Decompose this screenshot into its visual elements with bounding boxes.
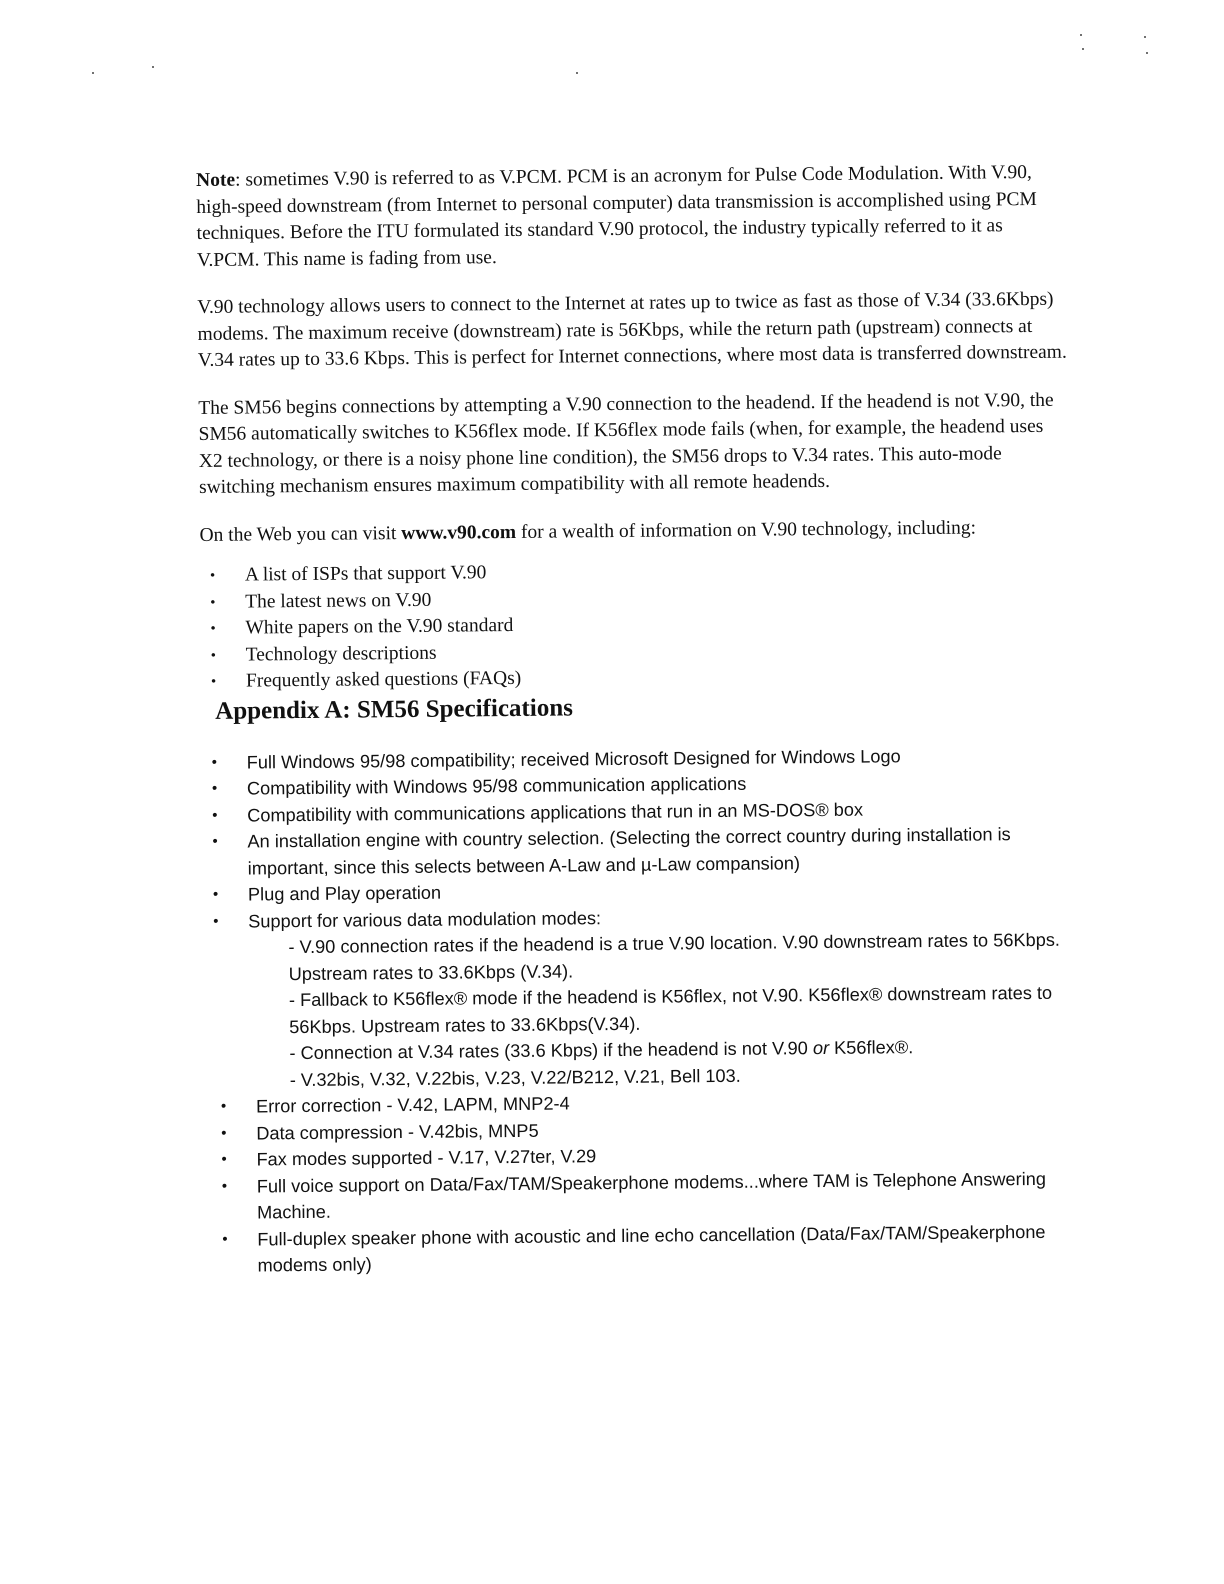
list-item: • White papers on the V.90 standard: [200, 608, 1070, 643]
mode-item: - Connection at V.34 rates (33.6 Kbps) if the headend is not V.90 or K56flex®.: [289, 1037, 914, 1064]
scan-speck: [1144, 36, 1146, 38]
scan-speck: [152, 66, 154, 68]
scan-speck: [576, 72, 578, 74]
modulation-modes-label: Support for various data modulation modes:: [248, 907, 602, 932]
note-label: Note: [196, 169, 236, 191]
spec-item: • Compatibility with communications applications that run in an MS-DOS® box: [202, 794, 1072, 829]
spec-item: • Data compression - V.42bis, MNP5: [205, 1112, 1075, 1147]
spec-item: [203, 900, 1075, 1094]
list-item: • A list of ISPs that support V.90: [200, 555, 1070, 590]
document-body: [196, 160, 1077, 1280]
spec-item: • Plug and Play operation: [203, 874, 1073, 909]
note-text: : sometimes V.90 is referred to as V.PCM. PCM is an acronym for Pulse Code Modulation. With V.90, high-speed downstream (from Internet to personal computer) data transmission is accomplished using PCM techniques. Before the ITU formulated its standard V.90 protocol, the industry typically referred to it as V.PCM. This name is fading from use.: [196, 161, 1037, 271]
list-item: • Frequently asked questions (FAQs): [201, 661, 1071, 696]
mode-item: - V.90 connection rates if the headend is a true V.90 location. V.90 downstream rates to 56Kbps. Upstream rates to 33.6Kbps (V.34).: [288, 929, 1061, 984]
v90-technology-paragraph: V.90 technology allows users to connect to the Internet at rates up to twice as fast as those of V.34 (33.6Kbps) modems. The maximum receive (downstream) rate is 56Kbps, while the return path (upstream) connects at V.34 rates up to 33.6 Kbps. This is perfect for Internet connections, where most data is transferred downstream.: [197, 288, 1067, 371]
modulation-modes-list: [248, 927, 1074, 1094]
scan-speck: [1146, 52, 1148, 54]
web-paragraph: On the Web you can visit www.v90.com for a wealth of information on V.90 technology, including:: [199, 517, 977, 546]
list-item: • Technology descriptions: [201, 634, 1071, 669]
specifications-list: [202, 741, 1077, 1279]
web-link[interactable]: www.v90.com: [401, 521, 517, 544]
spec-item: • Full voice support on Data/Fax/TAM/Speakerphone modems...where TAM is Telephone Answering Machine.: [206, 1165, 1076, 1226]
spec-item: • Full Windows 95/98 compatibility; received Microsoft Designed for Windows Logo: [202, 741, 1072, 776]
note-paragraph: [196, 160, 1067, 274]
spec-item: • An installation engine with country selection. (Selecting the correct country during installation is important, since this selects between A-Law and µ-Law compansion): [202, 821, 1072, 882]
scan-speck: [1082, 48, 1084, 50]
mode-item: - Fallback to K56flex® mode if the headend is K56flex, not V.90. K56flex® downstream rates to 56Kbps. Upstream rates to 33.6Kbps(V.34).: [288, 982, 1053, 1037]
spec-item: • Fax modes supported - V.17, V.27ter, V.29: [205, 1139, 1075, 1174]
list-item: • The latest news on V.90: [200, 581, 1070, 616]
spec-item: • Full-duplex speaker phone with acoustic and line echo cancellation (Data/Fax/TAM/Speakerphone modems only): [206, 1218, 1076, 1279]
scan-speck: [1080, 34, 1082, 36]
mode-item: - V.32bis, V.32, V.22bis, V.23, V.22/B212, V.21, Bell 103.: [289, 1065, 741, 1090]
spec-item: • Compatibility with Windows 95/98 communication applications: [202, 768, 1072, 803]
appendix-title: Appendix A: SM56 Specifications: [215, 693, 574, 725]
scan-speck: [92, 72, 94, 74]
web-resources-list: [200, 555, 1071, 696]
spec-item: • Error correction - V.42, LAPM, MNP2-4: [205, 1086, 1075, 1121]
sm56-connections-paragraph: The SM56 begins connections by attempting a V.90 connection to the headend. If the headend is not V.90, the SM56 automatically switches to K56flex mode. If K56flex mode fails (when, for example, the headend uses X2 technology, or there is a noisy phone line condition), the SM56 drops to V.34 rates. This auto-mode switching mechanism ensures maximum compatibility with all remote headends.: [198, 389, 1054, 498]
